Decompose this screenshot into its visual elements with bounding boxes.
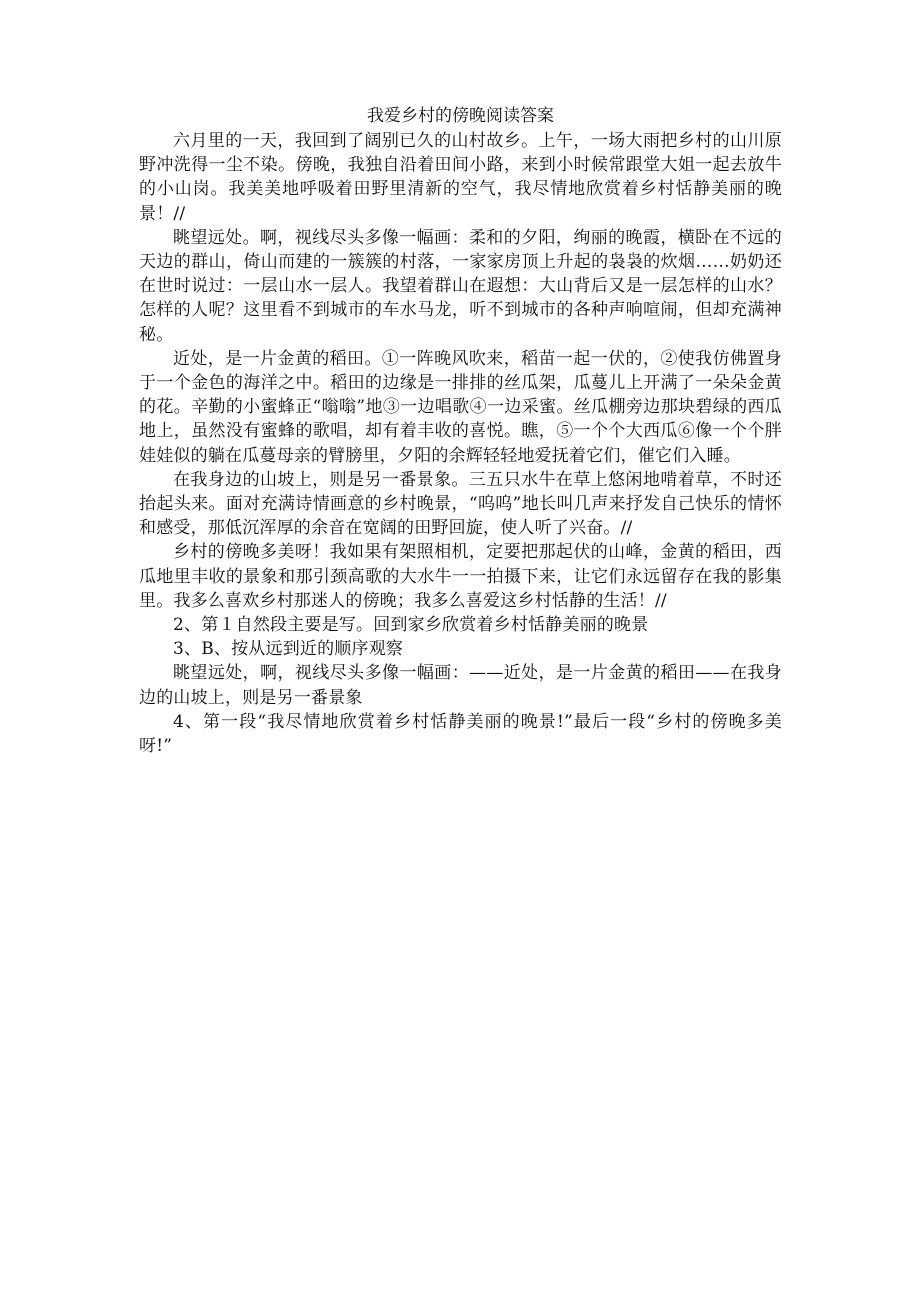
answer-3-detail: 眺望远处，啊，视线尽头多像一幅画：——近处，是一片金黄的稻田——在我身边的山坡上，则是另一番景象 <box>139 663 782 708</box>
answer-4: 4、第一段“我尽情地欣赏着乡村恬静美丽的晚景!”最后一段“乡村的傍晚多美呀!” <box>139 711 782 757</box>
document-title: 我爱乡村的傍晚阅读答案 <box>367 106 554 126</box>
paragraph-5: 乡村的傍晚多美呀！我如果有架照相机，定要把那起伏的山峰，金黄的稻田，西瓜地里丰收的景象和那引颈高歌的大水牛一一拍摄下来，让它们永远留存在我的影集里。我多么喜欢乡村那迷人的傍晚；我多么喜爱这乡村恬静的生活！// <box>139 542 782 611</box>
paragraph-4: 在我身边的山坡上，则是另一番景象。三五只水牛在草上悠闲地啃着草，不时还抬起头来。面对充满诗情画意的乡村晚景，“呜呜”地长叫几声来抒发自己快乐的情怀和感受，那低沉浑厚的余音在宽阔的田野回旋，使人听了兴奋。// <box>139 469 782 539</box>
answer-2: 2、第１自然段主要是写。回到家乡欣赏着乡村恬静美丽的晚景 <box>173 615 649 636</box>
document-page <box>139 104 782 758</box>
paragraph-1: 六月里的一天，我回到了阔别已久的山村故乡。上午，一场大雨把乡村的山川原野冲洗得一尘不染。傍晚，我独自沿着田间小路，来到小时候常跟堂大姐一起去放牛的小山岗。我美美地呼吸着田野里清新的空气，我尽情地欣赏着乡村恬静美丽的晚景！// <box>139 131 782 224</box>
paragraph-2: 眺望远处。啊，视线尽头多像一幅画：柔和的夕阳，绚丽的晚霞，横卧在不远的天边的群山，倚山而建的一簇簇的村落，一家家房顶上升起的袅袅的炊烟……奶奶还在世时说过：一层山水一层人。我望着群山在遐想：大山背后又是一层怎样的山水？怎样的人呢？这里看不到城市的车水马龙，听不到城市的各种声响喧闹，但却充满神秘。 <box>139 227 782 345</box>
paragraph-3: 近处，是一片金黄的稻田。①一阵晚风吹来，稻苗一起一伏的，②使我仿佛置身于一个金色的海洋之中。稻田的边缘是一排排的丝瓜架，瓜蔓儿上开满了一朵朵金黄的花。辛勤的小蜜蜂正“嗡嗡”地③一边唱歌④一边采蜜。丝瓜棚旁边那块碧绿的西瓜地上，虽然没有蜜蜂的歌唱，却有着丰收的喜悦。瞧，⑤一个个大西瓜⑥像一个个胖娃娃似的躺在瓜蔓母亲的臂膀里，夕阳的余辉轻轻地爱抚着它们，催它们入睡。 <box>139 348 782 466</box>
answer-3: 3、B、按从远到近的顺序观察 <box>173 639 404 660</box>
